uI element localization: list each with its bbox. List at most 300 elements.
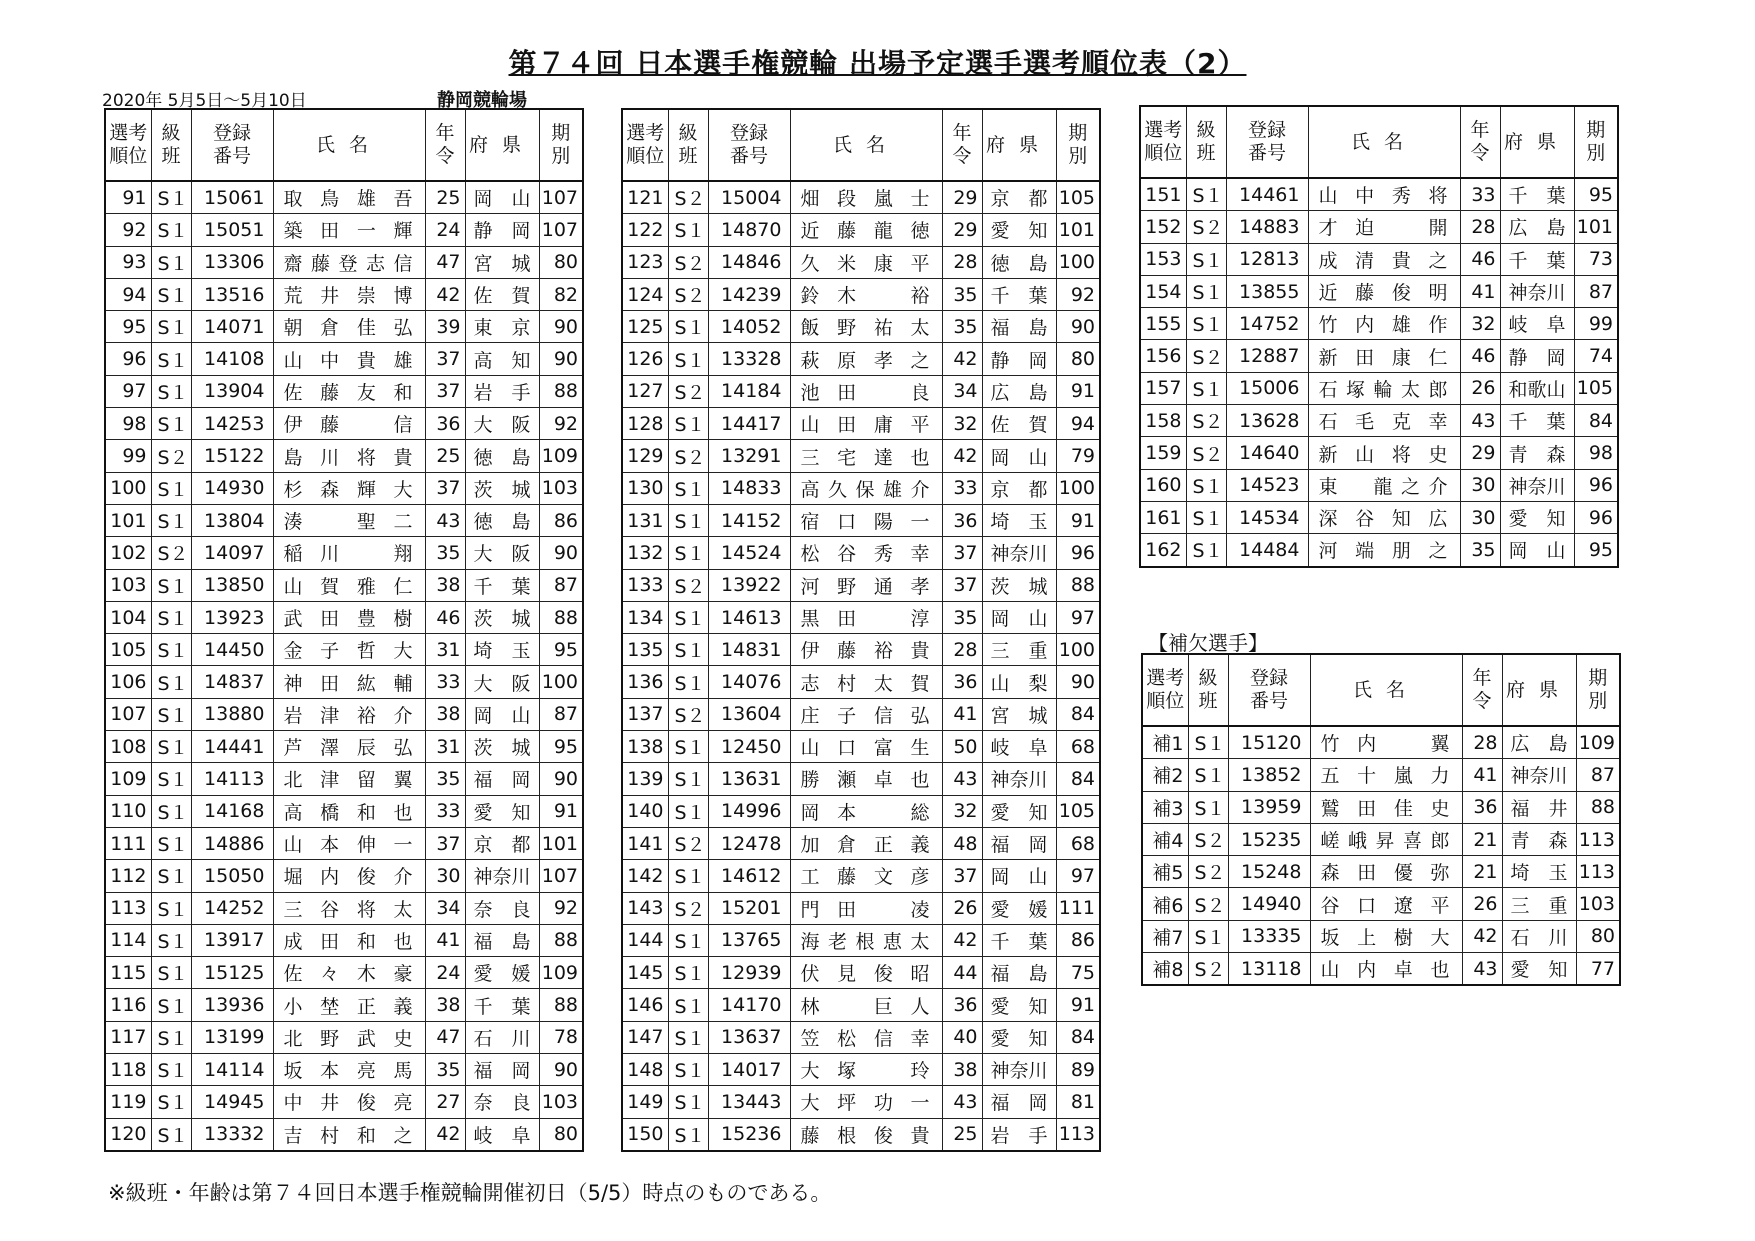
age-cell: 34 <box>425 892 465 924</box>
registration-cell: 14239 <box>708 278 790 310</box>
name-cell: 鷲田佳史 <box>1310 791 1462 823</box>
table-row <box>1142 791 1620 823</box>
prefecture-cell: 愛知 <box>982 214 1056 246</box>
registration-cell: 13852 <box>1228 759 1310 791</box>
term-cell: 109 <box>1576 726 1620 759</box>
registration-cell: 14612 <box>708 860 790 892</box>
name-cell: 海老根恵太 <box>790 924 942 956</box>
age-cell: 26 <box>1460 372 1500 404</box>
prefecture-cell: 福島 <box>465 924 539 956</box>
rank-cell: 150 <box>622 1118 668 1151</box>
registration-cell: 12887 <box>1226 340 1308 372</box>
registration-cell: 14833 <box>708 472 790 504</box>
prefecture-cell: 福岡 <box>982 827 1056 859</box>
table-row <box>105 795 583 827</box>
table-row <box>622 375 1100 407</box>
column-header-cls: 級 班 <box>1186 106 1226 178</box>
table-row <box>105 537 583 569</box>
rank-cell: 94 <box>105 278 151 310</box>
registration-cell: 15006 <box>1226 372 1308 404</box>
term-cell: 96 <box>1574 501 1618 533</box>
prefecture-cell: 岡山 <box>1500 534 1574 567</box>
registration-cell: 14076 <box>708 666 790 698</box>
class-cell: S１ <box>1186 501 1226 533</box>
name-cell: 北野武史 <box>273 1021 425 1053</box>
prefecture-cell: 徳島 <box>465 440 539 472</box>
name-cell: 高久保雄介 <box>790 472 942 504</box>
table-row <box>1140 501 1618 533</box>
rank-cell: 152 <box>1140 211 1186 243</box>
name-cell: 山内卓也 <box>1310 953 1462 986</box>
name-cell: 志村太賀 <box>790 666 942 698</box>
age-cell: 38 <box>425 698 465 730</box>
column-header-term: 期 別 <box>1576 654 1620 726</box>
ranking-table-1 <box>104 108 584 1152</box>
rank-cell: 159 <box>1140 437 1186 469</box>
table-row <box>105 1118 583 1151</box>
prefecture-cell: 埼玉 <box>1502 856 1576 888</box>
rank-cell: 110 <box>105 795 151 827</box>
age-cell: 38 <box>425 989 465 1021</box>
prefecture-cell: 佐賀 <box>465 278 539 310</box>
name-cell: 高橋和也 <box>273 795 425 827</box>
class-cell: S１ <box>151 246 191 278</box>
name-cell: 朝倉佳弘 <box>273 311 425 343</box>
registration-cell: 13917 <box>191 924 273 956</box>
class-cell: S２ <box>668 827 708 859</box>
age-cell: 37 <box>425 827 465 859</box>
age-cell: 46 <box>1460 243 1500 275</box>
term-cell: 94 <box>1056 408 1100 440</box>
reserve-players-table <box>1141 653 1621 986</box>
registration-cell: 14184 <box>708 375 790 407</box>
prefecture-cell: 埼玉 <box>982 504 1056 536</box>
column-header-reg: 登録 番号 <box>1228 654 1310 726</box>
ranking-table-2 <box>621 108 1101 1152</box>
prefecture-cell: 愛知 <box>982 989 1056 1021</box>
table-row <box>622 472 1100 504</box>
prefecture-cell: 愛知 <box>1500 501 1574 533</box>
rank-cell: 146 <box>622 989 668 1021</box>
age-cell: 37 <box>425 343 465 375</box>
footnote: ※級班・年齢は第７４回日本選手権競輪開催初日（5/5）時点のものである。 <box>108 1181 832 1205</box>
name-cell: 藤根俊貴 <box>790 1118 942 1151</box>
table-row <box>105 375 583 407</box>
term-cell: 96 <box>1056 537 1100 569</box>
name-cell: 岡本 総 <box>790 795 942 827</box>
class-cell: S１ <box>151 375 191 407</box>
rank-cell: 91 <box>105 181 151 214</box>
table-row <box>105 698 583 730</box>
class-cell: S１ <box>1188 726 1228 759</box>
term-cell: 97 <box>1056 860 1100 892</box>
term-cell: 109 <box>539 957 583 989</box>
age-cell: 30 <box>1460 501 1500 533</box>
registration-cell: 14170 <box>708 989 790 1021</box>
age-cell: 32 <box>942 795 982 827</box>
age-cell: 48 <box>942 827 982 859</box>
table-row <box>105 601 583 633</box>
registration-cell: 13332 <box>191 1118 273 1151</box>
prefecture-cell: 千葉 <box>465 989 539 1021</box>
class-cell: S１ <box>668 311 708 343</box>
age-cell: 35 <box>425 1054 465 1086</box>
prefecture-cell: 静岡 <box>465 214 539 246</box>
table-row <box>105 569 583 601</box>
prefecture-cell: 静岡 <box>982 343 1056 375</box>
ranking-table-3 <box>1139 105 1619 568</box>
class-cell: S１ <box>668 795 708 827</box>
name-cell: 山中秀将 <box>1308 178 1460 211</box>
name-cell: 大塚 玲 <box>790 1054 942 1086</box>
class-cell: S１ <box>668 214 708 246</box>
age-cell: 28 <box>942 246 982 278</box>
registration-cell: 14484 <box>1226 534 1308 567</box>
prefecture-cell: 茨城 <box>465 472 539 504</box>
name-cell: 坂本亮馬 <box>273 1054 425 1086</box>
table-row <box>622 601 1100 633</box>
registration-cell: 13628 <box>1226 405 1308 437</box>
registration-cell: 15061 <box>191 181 273 214</box>
name-cell: 石毛克幸 <box>1308 405 1460 437</box>
name-cell: 竹内雄作 <box>1308 308 1460 340</box>
term-cell: 90 <box>539 1054 583 1086</box>
age-cell: 39 <box>425 311 465 343</box>
rank-cell: 99 <box>105 440 151 472</box>
class-cell: S２ <box>1186 437 1226 469</box>
table-row <box>622 537 1100 569</box>
age-cell: 32 <box>1460 308 1500 340</box>
term-cell: 100 <box>1056 472 1100 504</box>
table-row <box>1142 726 1620 759</box>
name-cell: 三谷将太 <box>273 892 425 924</box>
term-cell: 74 <box>1574 340 1618 372</box>
rank-cell: 158 <box>1140 405 1186 437</box>
term-cell: 87 <box>1576 759 1620 791</box>
column-header-reg: 登録 番号 <box>191 109 273 181</box>
class-cell: S１ <box>1186 372 1226 404</box>
table-row <box>622 246 1100 278</box>
prefecture-cell: 岡山 <box>465 181 539 214</box>
registration-cell: 14252 <box>191 892 273 924</box>
age-cell: 30 <box>425 860 465 892</box>
table-row <box>1140 211 1618 243</box>
prefecture-cell: 神奈川 <box>982 763 1056 795</box>
table-row <box>105 666 583 698</box>
rank-cell: 108 <box>105 731 151 763</box>
term-cell: 95 <box>1574 534 1618 567</box>
rank-cell: 154 <box>1140 275 1186 307</box>
class-cell: S１ <box>151 1054 191 1086</box>
name-cell: 萩原孝之 <box>790 343 942 375</box>
registration-cell: 13516 <box>191 278 273 310</box>
age-cell: 26 <box>942 892 982 924</box>
rank-cell: 113 <box>105 892 151 924</box>
class-cell: S１ <box>151 989 191 1021</box>
prefecture-cell: 岡山 <box>982 440 1056 472</box>
age-cell: 37 <box>942 537 982 569</box>
rank-cell: 124 <box>622 278 668 310</box>
age-cell: 34 <box>942 375 982 407</box>
registration-cell: 13959 <box>1228 791 1310 823</box>
registration-cell: 14940 <box>1228 888 1310 920</box>
name-cell: 小埜正義 <box>273 989 425 1021</box>
name-cell: 竹内 翼 <box>1310 726 1462 759</box>
term-cell: 90 <box>539 343 583 375</box>
event-date: 2020年 5月5日～5月10日 <box>102 91 307 111</box>
term-cell: 79 <box>1056 440 1100 472</box>
class-cell: S１ <box>151 181 191 214</box>
registration-cell: 15122 <box>191 440 273 472</box>
prefecture-cell: 岐阜 <box>465 1118 539 1151</box>
prefecture-cell: 大阪 <box>465 408 539 440</box>
reserve-players-heading: 【補欠選手】 <box>1148 631 1268 655</box>
registration-cell: 12939 <box>708 957 790 989</box>
table-row <box>622 666 1100 698</box>
registration-cell: 13306 <box>191 246 273 278</box>
class-cell: S１ <box>151 214 191 246</box>
column-header-rank: 選考 順位 <box>1142 654 1188 726</box>
table-row <box>622 634 1100 666</box>
column-header-pref: 府県 <box>982 109 1056 181</box>
class-cell: S１ <box>1188 759 1228 791</box>
name-cell: 齋藤登志信 <box>273 246 425 278</box>
registration-cell: 13443 <box>708 1086 790 1118</box>
rank-cell: 162 <box>1140 534 1186 567</box>
class-cell: S１ <box>151 698 191 730</box>
term-cell: 95 <box>539 731 583 763</box>
age-cell: 43 <box>942 1086 982 1118</box>
registration-cell: 15051 <box>191 214 273 246</box>
term-cell: 100 <box>1056 634 1100 666</box>
registration-cell: 14945 <box>191 1086 273 1118</box>
term-cell: 95 <box>539 634 583 666</box>
table-row <box>1140 243 1618 275</box>
term-cell: 107 <box>539 214 583 246</box>
registration-cell: 13199 <box>191 1021 273 1053</box>
name-cell: 新田康仁 <box>1308 340 1460 372</box>
rank-cell: 156 <box>1140 340 1186 372</box>
registration-cell: 13765 <box>708 924 790 956</box>
rank-cell: 93 <box>105 246 151 278</box>
class-cell: S２ <box>1188 823 1228 855</box>
term-cell: 92 <box>1056 278 1100 310</box>
class-cell: S１ <box>151 408 191 440</box>
prefecture-cell: 千葉 <box>1500 178 1574 211</box>
term-cell: 86 <box>539 504 583 536</box>
class-cell: S１ <box>1186 308 1226 340</box>
term-cell: 88 <box>539 601 583 633</box>
rank-cell: 補8 <box>1142 953 1188 986</box>
registration-cell: 13328 <box>708 343 790 375</box>
table-row <box>105 860 583 892</box>
class-cell: S１ <box>668 666 708 698</box>
registration-cell: 14752 <box>1226 308 1308 340</box>
name-cell: 才迫 開 <box>1308 211 1460 243</box>
name-cell: 武田豊樹 <box>273 601 425 633</box>
table-row <box>1140 308 1618 340</box>
table-row <box>1140 405 1618 437</box>
table-row <box>1142 888 1620 920</box>
column-header-age: 年 令 <box>942 109 982 181</box>
table-row <box>622 214 1100 246</box>
rank-cell: 補3 <box>1142 791 1188 823</box>
prefecture-cell: 青森 <box>1502 823 1576 855</box>
class-cell: S１ <box>668 408 708 440</box>
column-header-term: 期 別 <box>539 109 583 181</box>
prefecture-cell: 神奈川 <box>1500 469 1574 501</box>
column-header-age: 年 令 <box>1460 106 1500 178</box>
term-cell: 87 <box>1574 275 1618 307</box>
name-cell: 近藤龍徳 <box>790 214 942 246</box>
table-row <box>1140 469 1618 501</box>
prefecture-cell: 宮城 <box>982 698 1056 730</box>
class-cell: S１ <box>151 569 191 601</box>
class-cell: S１ <box>668 343 708 375</box>
class-cell: S２ <box>668 569 708 601</box>
age-cell: 42 <box>425 278 465 310</box>
rank-cell: 118 <box>105 1054 151 1086</box>
table-row <box>622 343 1100 375</box>
rank-cell: 104 <box>105 601 151 633</box>
rank-cell: 100 <box>105 472 151 504</box>
table-row <box>105 311 583 343</box>
table-row <box>622 795 1100 827</box>
class-cell: S２ <box>1186 340 1226 372</box>
age-cell: 41 <box>425 924 465 956</box>
rank-cell: 95 <box>105 311 151 343</box>
rank-cell: 107 <box>105 698 151 730</box>
class-cell: S１ <box>668 634 708 666</box>
table-row <box>105 181 583 214</box>
term-cell: 80 <box>539 246 583 278</box>
age-cell: 42 <box>425 1118 465 1151</box>
rank-cell: 補4 <box>1142 823 1188 855</box>
term-cell: 89 <box>1056 1054 1100 1086</box>
rank-cell: 134 <box>622 601 668 633</box>
prefecture-cell: 石川 <box>1502 920 1576 952</box>
name-cell: 松谷秀幸 <box>790 537 942 569</box>
prefecture-cell: 愛媛 <box>465 957 539 989</box>
prefecture-cell: 愛知 <box>982 1021 1056 1053</box>
class-cell: S２ <box>1188 856 1228 888</box>
registration-cell: 14523 <box>1226 469 1308 501</box>
table-row <box>622 1118 1100 1151</box>
table-row <box>622 957 1100 989</box>
table-row <box>622 827 1100 859</box>
age-cell: 25 <box>425 181 465 214</box>
name-cell: 五十嵐力 <box>1310 759 1462 791</box>
class-cell: S１ <box>151 1118 191 1151</box>
registration-cell: 14113 <box>191 763 273 795</box>
prefecture-cell: 岡山 <box>982 860 1056 892</box>
rank-cell: 106 <box>105 666 151 698</box>
term-cell: 98 <box>1574 437 1618 469</box>
prefecture-cell: 千葉 <box>465 569 539 601</box>
prefecture-cell: 岩手 <box>465 375 539 407</box>
age-cell: 30 <box>1460 469 1500 501</box>
registration-cell: 14613 <box>708 601 790 633</box>
term-cell: 73 <box>1574 243 1618 275</box>
table-row <box>105 504 583 536</box>
rank-cell: 補1 <box>1142 726 1188 759</box>
term-cell: 91 <box>1056 989 1100 1021</box>
table-row <box>105 827 583 859</box>
table-row <box>1140 178 1618 211</box>
age-cell: 36 <box>425 408 465 440</box>
table-row <box>622 311 1100 343</box>
rank-cell: 125 <box>622 311 668 343</box>
name-cell: 芦澤辰弘 <box>273 731 425 763</box>
table-row <box>105 1054 583 1086</box>
registration-cell: 12813 <box>1226 243 1308 275</box>
age-cell: 44 <box>942 957 982 989</box>
table-row <box>622 181 1100 214</box>
name-cell: 河野通孝 <box>790 569 942 601</box>
page-title: 第７４回 日本選手権競輪 出場予定選手選考順位表（2） <box>508 47 1247 80</box>
registration-cell: 13335 <box>1228 920 1310 952</box>
age-cell: 42 <box>942 343 982 375</box>
registration-cell: 15236 <box>708 1118 790 1151</box>
registration-cell: 13804 <box>191 504 273 536</box>
age-cell: 25 <box>425 440 465 472</box>
name-cell: 林 巨人 <box>790 989 942 1021</box>
prefecture-cell: 静岡 <box>1500 340 1574 372</box>
rank-cell: 補2 <box>1142 759 1188 791</box>
name-cell: 中井俊亮 <box>273 1086 425 1118</box>
term-cell: 105 <box>1056 795 1100 827</box>
term-cell: 99 <box>1574 308 1618 340</box>
term-cell: 68 <box>1056 731 1100 763</box>
term-cell: 86 <box>1056 924 1100 956</box>
rank-cell: 97 <box>105 375 151 407</box>
age-cell: 25 <box>942 1118 982 1151</box>
column-header-reg: 登録 番号 <box>1226 106 1308 178</box>
rank-cell: 98 <box>105 408 151 440</box>
prefecture-cell: 岐阜 <box>982 731 1056 763</box>
registration-cell: 14831 <box>708 634 790 666</box>
class-cell: S１ <box>668 957 708 989</box>
registration-cell: 14417 <box>708 408 790 440</box>
age-cell: 47 <box>425 1021 465 1053</box>
age-cell: 36 <box>942 666 982 698</box>
prefecture-cell: 千葉 <box>1500 243 1574 275</box>
column-header-name: 氏名 <box>790 109 942 181</box>
age-cell: 27 <box>425 1086 465 1118</box>
class-cell: S１ <box>151 472 191 504</box>
rank-cell: 147 <box>622 1021 668 1053</box>
class-cell: S１ <box>151 763 191 795</box>
class-cell: S１ <box>668 763 708 795</box>
class-cell: S２ <box>668 375 708 407</box>
class-cell: S２ <box>151 440 191 472</box>
column-header-cls: 級 班 <box>151 109 191 181</box>
prefecture-cell: 茨城 <box>982 569 1056 601</box>
name-cell: 神田紘輔 <box>273 666 425 698</box>
rank-cell: 148 <box>622 1054 668 1086</box>
class-cell: S１ <box>151 860 191 892</box>
term-cell: 90 <box>539 537 583 569</box>
class-cell: S２ <box>1188 953 1228 986</box>
column-header-name: 氏名 <box>1308 106 1460 178</box>
term-cell: 100 <box>539 666 583 698</box>
age-cell: 33 <box>942 472 982 504</box>
class-cell: S１ <box>668 504 708 536</box>
class-cell: S１ <box>151 1021 191 1053</box>
registration-cell: 13604 <box>708 698 790 730</box>
column-header-rank: 選考 順位 <box>622 109 668 181</box>
table-row <box>622 569 1100 601</box>
